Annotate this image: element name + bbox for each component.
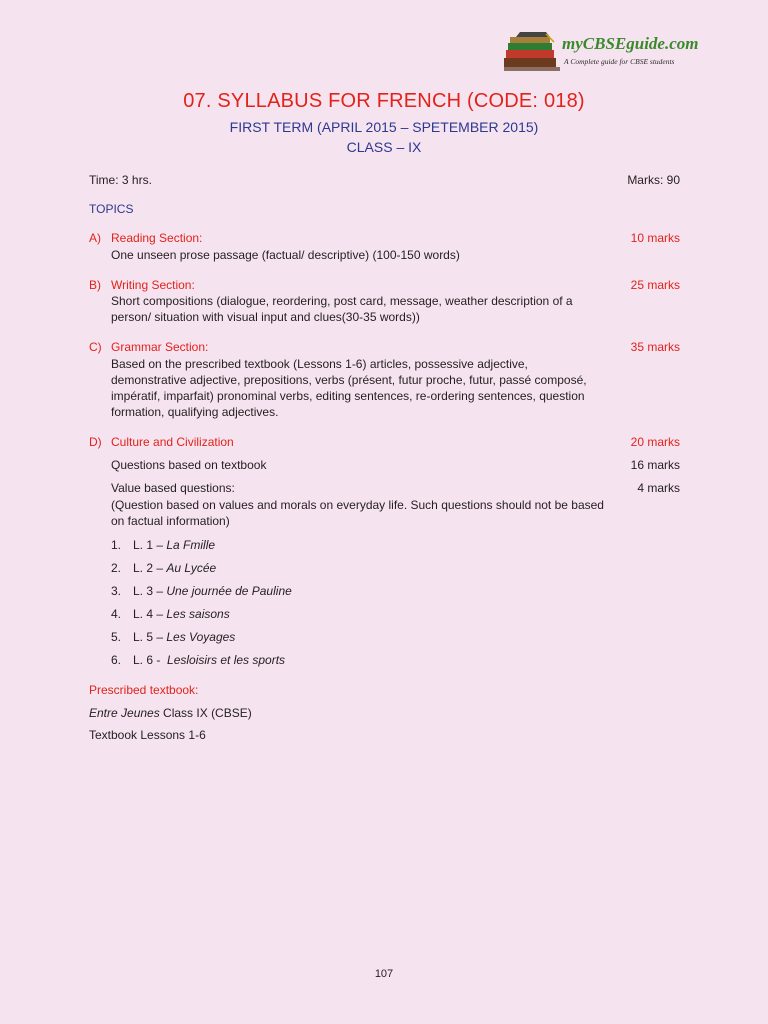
lesson-prefix: L. 6 -: [133, 653, 168, 667]
textbook-name: [89, 705, 252, 721]
section-d-q2-line2: on factual information): [111, 514, 230, 528]
section-b-letter: B): [89, 278, 101, 292]
section-d-q1-marks: 16 marks: [630, 458, 680, 472]
section-d-heading: Culture and Civilization: [111, 435, 234, 449]
lesson-number: 3.: [111, 584, 122, 598]
section-d-letter: D): [89, 435, 102, 449]
section-c-heading: Grammar Section:: [111, 340, 209, 354]
section-d-q2: Value based questions:: [111, 481, 235, 495]
lesson-prefix: L. 5 –: [133, 630, 167, 644]
list-item: [111, 560, 216, 576]
section-a-text: One unseen prose passage (factual/ descriptive) (100-150 words): [111, 248, 460, 262]
section-d-q2-line1: (Question based on values and morals on everyday life. Such questions should not be based: [111, 498, 604, 512]
section-b-line1: Short compositions (dialogue, reordering, post card, message, weather description of a: [111, 294, 573, 308]
section-b-line2: person/ situation with visual input and clues(30-35 words)): [111, 310, 420, 324]
topics-heading: TOPICS: [89, 202, 134, 216]
page-number: 107: [374, 968, 394, 980]
lesson-prefix: L. 1 –: [133, 538, 167, 552]
lesson-name: Au Lycée: [166, 561, 217, 575]
lesson-number: 4.: [111, 607, 122, 621]
section-c-line1: Based on the prescribed textbook (Lessons 1-6) articles, possessive adjective,: [111, 357, 528, 371]
section-b-marks: 25 marks: [630, 278, 680, 292]
lesson-number: 1.: [111, 538, 122, 552]
lesson-name: Lesloisirs et les sports: [167, 653, 286, 667]
page-title: 07. SYLLABUS FOR FRENCH (CODE: 018): [183, 90, 585, 112]
section-d-q2-marks: 4 marks: [637, 481, 680, 495]
section-c-letter: C): [89, 340, 102, 354]
term-subtitle: FIRST TERM (APRIL 2015 – SPETEMBER 2015): [229, 119, 539, 135]
list-item: [111, 629, 235, 645]
books-icon: [500, 28, 566, 76]
section-c-marks: 35 marks: [630, 340, 680, 354]
lesson-number: 5.: [111, 630, 122, 644]
time-label: Time: 3 hrs.: [89, 173, 152, 187]
logo: [500, 28, 714, 76]
lesson-name: Une journée de Pauline: [166, 584, 292, 598]
lesson-number: 6.: [111, 653, 122, 667]
lesson-prefix: L. 4 –: [133, 607, 167, 621]
section-d-marks: 20 marks: [630, 435, 680, 449]
section-c-line3: impératif, imparfait) pronominal verbs, editing sentences, re-ordering sentences, question: [111, 389, 585, 403]
class-subtitle: CLASS – IX: [346, 139, 422, 155]
section-c-line4: formation, qualifying adjectives.: [111, 405, 279, 419]
lesson-name: Les Voyages: [166, 630, 236, 644]
section-a-marks: 10 marks: [630, 231, 680, 245]
lesson-prefix: L. 3 –: [133, 584, 167, 598]
section-a-letter: A): [89, 231, 101, 245]
textbook-heading: Prescribed textbook:: [89, 683, 199, 697]
total-marks-label: Marks: 90: [627, 173, 680, 187]
lesson-name: La Fmille: [166, 538, 216, 552]
textbook-title: Entre Jeunes: [89, 706, 160, 720]
textbook-lessons: Textbook Lessons 1-6: [89, 728, 206, 742]
lesson-number: 2.: [111, 561, 122, 575]
list-item: [111, 537, 215, 553]
section-c-line2: demonstrative adjective, prepositions, verbs (présent, futur proche, futur, passé composé,: [111, 373, 587, 387]
textbook-class: Class IX (CBSE): [159, 706, 252, 720]
section-b-heading: Writing Section:: [111, 278, 195, 292]
section-a-heading: Reading Section:: [111, 231, 203, 245]
lesson-prefix: L. 2 –: [133, 561, 167, 575]
list-item: [111, 606, 230, 622]
list-item: [111, 652, 285, 668]
logo-brand: myCBSEguide.com: [562, 34, 699, 53]
lesson-name: Les saisons: [166, 607, 230, 621]
list-item: [111, 583, 292, 599]
section-d-q1: Questions based on textbook: [111, 458, 267, 472]
logo-tagline: A Complete guide for CBSE students: [564, 57, 675, 66]
